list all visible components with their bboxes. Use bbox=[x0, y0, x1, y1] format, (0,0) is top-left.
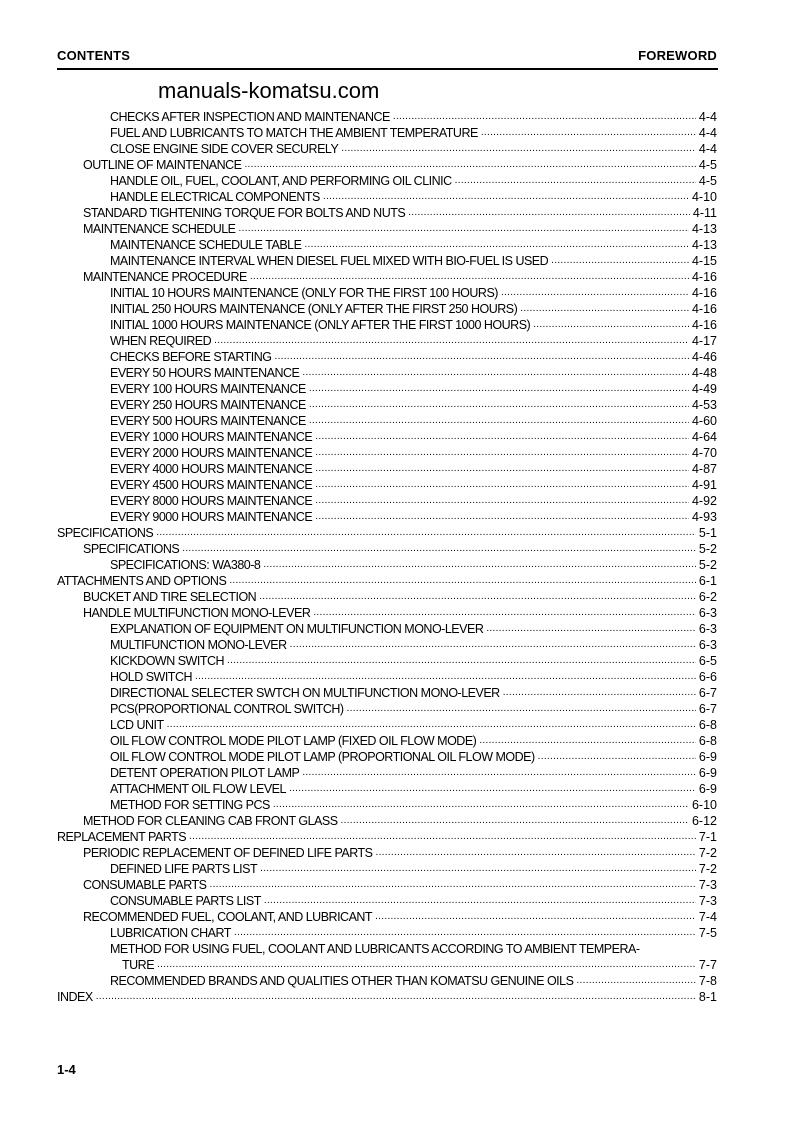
toc-entry-page: 7-2 bbox=[698, 862, 717, 876]
watermark: manuals-komatsu.com bbox=[158, 78, 380, 103]
toc-entry-title: CHECKS BEFORE STARTING bbox=[110, 350, 272, 364]
toc-entry-page: 6-3 bbox=[698, 606, 717, 620]
toc-entry-page: 7-8 bbox=[698, 974, 717, 988]
toc-entry-title: OIL FLOW CONTROL MODE PILOT LAMP (FIXED OIL FLOW MODE) bbox=[110, 734, 477, 748]
toc-entry-title: METHOD FOR SETTING PCS bbox=[110, 798, 270, 812]
toc-entry-title: MAINTENANCE SCHEDULE bbox=[83, 222, 236, 236]
toc-entry-page: 6-2 bbox=[698, 590, 717, 604]
toc-entry-page: 4-17 bbox=[691, 334, 717, 348]
toc-entry-page: 4-53 bbox=[691, 398, 717, 412]
toc-entry-title: SPECIFICATIONS: WA380-8 bbox=[110, 558, 261, 572]
toc-entry-title: MAINTENANCE SCHEDULE TABLE bbox=[110, 238, 302, 252]
toc-entry-title: LCD UNIT bbox=[110, 718, 164, 732]
toc-entry-page: 4-16 bbox=[691, 270, 717, 284]
toc-entry-page: 4-70 bbox=[691, 446, 717, 460]
toc-entry-page: 4-5 bbox=[698, 174, 717, 188]
toc-entry-title: HANDLE MULTIFUNCTION MONO-LEVER bbox=[83, 606, 311, 620]
toc-entry-page: 6-1 bbox=[698, 574, 717, 588]
toc-entry-title: ATTACHMENT OIL FLOW LEVEL bbox=[110, 782, 286, 796]
header-section-title: CONTENTS bbox=[57, 48, 131, 63]
toc-entry-title: METHOD FOR USING FUEL, COOLANT AND LUBRICANTS ACCORDING TO AMBIENT TEMPERA- bbox=[110, 942, 640, 956]
toc-entry-page: 4-10 bbox=[691, 190, 717, 204]
toc-entry-page: 6-3 bbox=[698, 638, 717, 652]
toc-entry-page: 4-60 bbox=[691, 414, 717, 428]
toc-entry-title: EXPLANATION OF EQUIPMENT ON MULTIFUNCTION MONO-LEVER bbox=[110, 622, 484, 636]
toc-entry-page: 7-4 bbox=[698, 910, 717, 924]
toc-entry-title: INITIAL 10 HOURS MAINTENANCE (ONLY FOR THE FIRST 100 HOURS) bbox=[110, 286, 498, 300]
toc-entry[interactable] bbox=[57, 989, 717, 1005]
toc-entry-page: 7-3 bbox=[698, 878, 717, 892]
toc-entry-title: ATTACHMENTS AND OPTIONS bbox=[57, 574, 227, 588]
toc-entry-title: DETENT OPERATION PILOT LAMP bbox=[110, 766, 300, 780]
toc-entry-page: 4-5 bbox=[698, 158, 717, 172]
toc-entry-page: 4-4 bbox=[698, 142, 717, 156]
toc-entry-title: EVERY 1000 HOURS MAINTENANCE bbox=[110, 430, 313, 444]
toc-entry-page: 7-5 bbox=[698, 926, 717, 940]
toc-entry-page: 5-1 bbox=[698, 526, 717, 540]
toc-entry-title: MAINTENANCE INTERVAL WHEN DIESEL FUEL MIXED WITH BIO-FUEL IS USED bbox=[110, 254, 549, 268]
toc-entry-title: OIL FLOW CONTROL MODE PILOT LAMP (PROPORTIONAL OIL FLOW MODE) bbox=[110, 750, 535, 764]
toc-entry-title: CHECKS AFTER INSPECTION AND MAINTENANCE bbox=[110, 110, 390, 124]
toc-entry-page: 8-1 bbox=[698, 990, 717, 1004]
toc-entry-page: 4-16 bbox=[691, 302, 717, 316]
toc-entry-page: 4-64 bbox=[691, 430, 717, 444]
toc-entry-title: REPLACEMENT PARTS bbox=[57, 830, 187, 844]
toc-entry-title: EVERY 100 HOURS MAINTENANCE bbox=[110, 382, 306, 396]
toc-entry-title: EVERY 4500 HOURS MAINTENANCE bbox=[110, 478, 313, 492]
toc-entry-page: 4-93 bbox=[691, 510, 717, 524]
toc-entry-title: HOLD SWITCH bbox=[110, 670, 192, 684]
toc-entry-page: 6-3 bbox=[698, 622, 717, 636]
toc-entry-title: INDEX bbox=[57, 990, 93, 1004]
toc-entry-page: 4-15 bbox=[691, 254, 717, 268]
toc-entry-title: WHEN REQUIRED bbox=[110, 334, 212, 348]
toc-entry-title: EVERY 500 HOURS MAINTENANCE bbox=[110, 414, 306, 428]
toc-entry-title: HANDLE ELECTRICAL COMPONENTS bbox=[110, 190, 320, 204]
toc-entry-title: INITIAL 1000 HOURS MAINTENANCE (ONLY AFTER THE FIRST 1000 HOURS) bbox=[110, 318, 531, 332]
toc-entry-page: 6-8 bbox=[698, 718, 717, 732]
toc-entry-title: CONSUMABLE PARTS bbox=[83, 878, 207, 892]
toc-entry-page: 4-87 bbox=[691, 462, 717, 476]
toc-entry-title: CONSUMABLE PARTS LIST bbox=[110, 894, 261, 908]
toc-entry-page: 4-4 bbox=[698, 126, 717, 140]
toc-entry-page: 4-11 bbox=[692, 206, 717, 220]
toc-entry-title: TURE bbox=[122, 958, 155, 972]
toc-entry-title: RECOMMENDED BRANDS AND QUALITIES OTHER THAN KOMATSU GENUINE OILS bbox=[110, 974, 574, 988]
toc-entry-page: 4-49 bbox=[691, 382, 717, 396]
dot-leader bbox=[96, 987, 696, 1005]
toc-entry-title: MAINTENANCE PROCEDURE bbox=[83, 270, 247, 284]
toc-entry-title: DIRECTIONAL SELECTER SWTCH ON MULTIFUNCTION MONO-LEVER bbox=[110, 686, 500, 700]
toc-entry-title: RECOMMENDED FUEL, COOLANT, AND LUBRICANT bbox=[83, 910, 373, 924]
toc-entry-title: EVERY 2000 HOURS MAINTENANCE bbox=[110, 446, 313, 460]
toc-entry-page: 5-2 bbox=[698, 558, 717, 572]
toc-entry-page: 7-1 bbox=[698, 830, 717, 844]
toc-entry-page: 6-6 bbox=[698, 670, 717, 684]
toc-entry-page: 6-9 bbox=[698, 782, 717, 796]
toc-entry-page: 7-2 bbox=[698, 846, 717, 860]
toc-entry-page: 6-12 bbox=[691, 814, 717, 828]
toc-entry-page: 7-3 bbox=[698, 894, 717, 908]
toc-entry-title: PCS(PROPORTIONAL CONTROL SWITCH) bbox=[110, 702, 344, 716]
toc-entry-title: OUTLINE OF MAINTENANCE bbox=[83, 158, 242, 172]
toc-entry-page: 4-13 bbox=[691, 238, 717, 252]
toc-entry-title: INITIAL 250 HOURS MAINTENANCE (ONLY AFTER THE FIRST 250 HOURS) bbox=[110, 302, 518, 316]
header-divider bbox=[57, 68, 718, 70]
toc-entry-title: EVERY 9000 HOURS MAINTENANCE bbox=[110, 510, 313, 524]
toc-entry-page: 4-16 bbox=[691, 286, 717, 300]
toc-entry-title: LUBRICATION CHART bbox=[110, 926, 231, 940]
toc-entry-title: KICKDOWN SWITCH bbox=[110, 654, 225, 668]
toc-entry-title: EVERY 50 HOURS MAINTENANCE bbox=[110, 366, 300, 380]
toc-entry-page: 6-5 bbox=[698, 654, 717, 668]
toc-entry-page: 6-8 bbox=[698, 734, 717, 748]
toc-entry-title: BUCKET AND TIRE SELECTION bbox=[83, 590, 257, 604]
toc-entry-title: EVERY 4000 HOURS MAINTENANCE bbox=[110, 462, 313, 476]
toc-entry[interactable] bbox=[110, 925, 717, 941]
toc-entry-title: CLOSE ENGINE SIDE COVER SECURELY bbox=[110, 142, 339, 156]
toc-entry-page: 4-13 bbox=[691, 222, 717, 236]
toc-entry-title: EVERY 250 HOURS MAINTENANCE bbox=[110, 398, 306, 412]
dot-leader bbox=[234, 923, 696, 941]
page-number: 1-4 bbox=[57, 1062, 76, 1077]
toc-entry-title: SPECIFICATIONS bbox=[57, 526, 154, 540]
toc-entry-page: 6-7 bbox=[698, 686, 717, 700]
toc-entry-page: 4-48 bbox=[691, 366, 717, 380]
toc-entry-page: 6-7 bbox=[698, 702, 717, 716]
toc-entry-title: STANDARD TIGHTENING TORQUE FOR BOLTS AND NUTS bbox=[83, 206, 406, 220]
toc-entry-title: DEFINED LIFE PARTS LIST bbox=[110, 862, 258, 876]
toc-entry-page: 6-9 bbox=[698, 766, 717, 780]
toc-entry-page: 4-92 bbox=[691, 494, 717, 508]
toc-entry-page: 4-16 bbox=[691, 318, 717, 332]
toc-entry-page: 7-7 bbox=[698, 958, 717, 972]
toc-entry-page: 4-91 bbox=[691, 478, 717, 492]
toc-entry-title: EVERY 8000 HOURS MAINTENANCE bbox=[110, 494, 313, 508]
toc-entry-title: METHOD FOR CLEANING CAB FRONT GLASS bbox=[83, 814, 338, 828]
toc-entry-title: FUEL AND LUBRICANTS TO MATCH THE AMBIENT TEMPERATURE bbox=[110, 126, 478, 140]
toc-entry-page: 6-9 bbox=[698, 750, 717, 764]
toc-entry-title: SPECIFICATIONS bbox=[83, 542, 180, 556]
toc-entry-title: MULTIFUNCTION MONO-LEVER bbox=[110, 638, 287, 652]
toc-entry-page: 6-10 bbox=[691, 798, 717, 812]
toc-entry-page: 4-46 bbox=[691, 350, 717, 364]
toc-entry-page: 4-4 bbox=[698, 110, 717, 124]
toc-entry-title: HANDLE OIL, FUEL, COOLANT, AND PERFORMING OIL CLINIC bbox=[110, 174, 452, 188]
toc-entry-page: 5-2 bbox=[698, 542, 717, 556]
toc-entry-title: PERIODIC REPLACEMENT OF DEFINED LIFE PARTS bbox=[83, 846, 373, 860]
header-chapter-title: FOREWORD bbox=[638, 48, 717, 63]
